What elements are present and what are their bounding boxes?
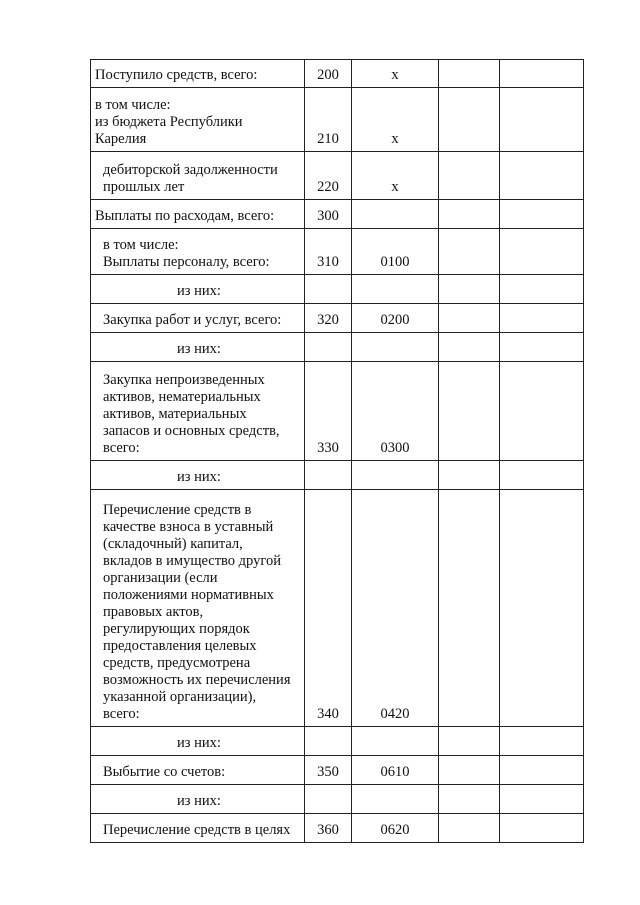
empty-cell [439, 362, 500, 461]
empty-cell [500, 152, 584, 200]
table-row [91, 88, 584, 152]
row-label: из них: [91, 785, 305, 814]
row-kosgu: 0100 [352, 229, 439, 275]
empty-cell [439, 229, 500, 275]
table-row [91, 362, 584, 461]
empty-cell [439, 727, 500, 756]
row-code: 220 [305, 152, 352, 200]
table-row [91, 490, 584, 727]
row-kosgu: 0300 [352, 362, 439, 461]
row-code: 320 [305, 304, 352, 333]
empty-cell [500, 333, 584, 362]
row-label: из них: [91, 461, 305, 490]
empty-cell [500, 229, 584, 275]
row-label: Поступило средств, всего: [91, 60, 305, 88]
table-row [91, 60, 584, 88]
row-label: из них: [91, 333, 305, 362]
row-kosgu [352, 200, 439, 229]
row-label: Перечисление средств в качестве взноса в уставный (складочный) капитал, вкладов в имущество другой организации (если положениями нормативных правовых актов, регулирующих порядок предоставления целевых средств, предусмотрена возможность их перечисления указанной организации), всего: [91, 490, 305, 727]
row-kosgu [352, 785, 439, 814]
empty-cell [500, 200, 584, 229]
table-row [91, 333, 584, 362]
row-label: Выбытие со счетов: [91, 756, 305, 785]
empty-cell [500, 490, 584, 727]
row-kosgu [352, 333, 439, 362]
empty-cell [439, 152, 500, 200]
row-kosgu: x [352, 88, 439, 152]
empty-cell [500, 785, 584, 814]
row-label: из них: [91, 727, 305, 756]
table-row [91, 727, 584, 756]
row-kosgu: 0610 [352, 756, 439, 785]
table-row [91, 304, 584, 333]
financial-table [90, 59, 584, 843]
row-label: в том числе: из бюджета Республики Карелия [91, 88, 305, 152]
table-row [91, 756, 584, 785]
row-label: в том числе: Выплаты персоналу, всего: [91, 229, 305, 275]
empty-cell [439, 200, 500, 229]
row-code [305, 275, 352, 304]
row-code: 310 [305, 229, 352, 275]
row-code [305, 785, 352, 814]
row-code [305, 727, 352, 756]
row-code: 330 [305, 362, 352, 461]
table-row [91, 229, 584, 275]
row-kosgu: 0620 [352, 814, 439, 843]
row-code: 350 [305, 756, 352, 785]
empty-cell [439, 60, 500, 88]
row-label: из них: [91, 275, 305, 304]
table-row [91, 152, 584, 200]
row-code [305, 461, 352, 490]
empty-cell [439, 461, 500, 490]
row-code: 200 [305, 60, 352, 88]
empty-cell [439, 814, 500, 843]
row-kosgu: x [352, 60, 439, 88]
row-kosgu [352, 727, 439, 756]
table-row [91, 785, 584, 814]
row-kosgu: 0420 [352, 490, 439, 727]
empty-cell [500, 461, 584, 490]
table-row [91, 275, 584, 304]
row-kosgu: x [352, 152, 439, 200]
empty-cell [439, 304, 500, 333]
row-code: 360 [305, 814, 352, 843]
row-kosgu: 0200 [352, 304, 439, 333]
empty-cell [439, 785, 500, 814]
empty-cell [439, 275, 500, 304]
row-label: Закупка работ и услуг, всего: [91, 304, 305, 333]
table-row [91, 814, 584, 843]
empty-cell [439, 490, 500, 727]
empty-cell [500, 60, 584, 88]
row-kosgu [352, 461, 439, 490]
row-code [305, 333, 352, 362]
table-row [91, 461, 584, 490]
row-label: Закупка непроизведенных активов, нематериальных активов, материальных запасов и основных средств, всего: [91, 362, 305, 461]
row-code: 340 [305, 490, 352, 727]
row-kosgu [352, 275, 439, 304]
empty-cell [439, 88, 500, 152]
empty-cell [500, 756, 584, 785]
row-label: дебиторской задолженности прошлых лет [91, 152, 305, 200]
empty-cell [500, 275, 584, 304]
empty-cell [439, 333, 500, 362]
empty-cell [500, 727, 584, 756]
empty-cell [500, 88, 584, 152]
row-label: Перечисление средств в целях [91, 814, 305, 843]
table-row [91, 200, 584, 229]
empty-cell [500, 814, 584, 843]
empty-cell [439, 756, 500, 785]
row-code: 210 [305, 88, 352, 152]
row-code: 300 [305, 200, 352, 229]
empty-cell [500, 362, 584, 461]
empty-cell [500, 304, 584, 333]
row-label: Выплаты по расходам, всего: [91, 200, 305, 229]
